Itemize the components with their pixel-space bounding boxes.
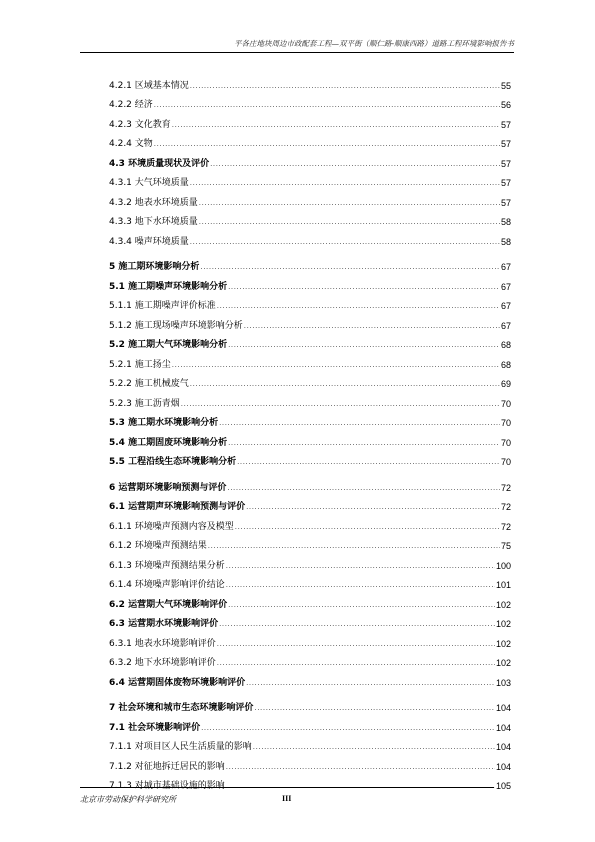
toc-entry-label: 5.1 施工期噪声环境影响分析: [109, 281, 228, 292]
toc-entry[interactable]: [109, 189, 511, 209]
running-header: 平各庄地块周边市政配套工程—双平街（顺仁路-顺康西路）道路工程环境影响报告书: [233, 39, 514, 48]
toc-entry-page: 75: [500, 541, 511, 551]
footer-rule: [80, 787, 494, 788]
toc-entry[interactable]: [109, 254, 511, 274]
toc-entry-page: 70: [500, 437, 511, 448]
toc-entry-page: 104: [495, 761, 511, 772]
toc-entry[interactable]: [109, 371, 511, 391]
toc-entry[interactable]: [109, 351, 511, 371]
page-number: III: [282, 794, 292, 803]
toc-entry[interactable]: [109, 111, 511, 131]
toc-leader: [227, 483, 500, 494]
toc-entry-page: 104: [495, 703, 511, 713]
toc-entry[interactable]: [109, 611, 511, 631]
toc-entry[interactable]: [109, 293, 511, 313]
toc-entry-label: 5.5 工程沿线生态环境影响分析: [109, 457, 237, 467]
toc-entry-label: 7.1.1 对项目区人民生活质量的影响: [109, 742, 252, 752]
toc-leader: [217, 639, 495, 650]
toc-entry-label: 6.1.3 环境噪声预测结果分析: [109, 560, 225, 571]
toc-entry-label: 6.1.1 环境噪声预测内容及模型: [109, 521, 234, 532]
toc-entry-label: 6.2 运营期大气环境影响评价: [109, 599, 228, 610]
toc-entry-label: 7.1.3 对城市基础设施的影响: [109, 781, 225, 791]
toc-entry-page: 72: [500, 521, 511, 532]
toc-entry-label: 4.3.3 地下水环境质量: [109, 217, 198, 227]
toc-entry[interactable]: [109, 714, 511, 734]
toc-entry[interactable]: [109, 630, 511, 650]
footer-organization: 北京市劳动保护科学研究所: [80, 795, 176, 804]
toc-leader: [226, 561, 495, 572]
toc-leader: [199, 217, 500, 228]
toc-entry-page: 58: [500, 217, 511, 227]
toc-entry-label: 5.4 施工期固废环境影响分析: [109, 437, 228, 448]
toc-leader: [172, 360, 500, 371]
toc-entry[interactable]: [109, 72, 511, 92]
toc-entry-page: 102: [495, 619, 511, 629]
toc-leader: [201, 723, 495, 734]
toc-entry[interactable]: [109, 170, 511, 190]
toc-entry[interactable]: [109, 390, 511, 410]
toc-entry[interactable]: [109, 552, 511, 572]
toc-entry-label: 6.3.2 地下水环境影响评价: [109, 658, 216, 668]
toc-entry-label: 4.3.4 噪声环境质量: [109, 236, 189, 247]
toc-entry-label: 6.1 运营期声环境影响预测与评价: [109, 502, 246, 512]
toc-entry-page: 68: [500, 340, 511, 350]
toc-entry-label: 6.3.1 地表水环境影响评价: [109, 638, 216, 649]
toc-entry-page: 57: [500, 178, 511, 188]
toc-entry[interactable]: [109, 92, 511, 112]
toc-entry-page: 58: [500, 236, 511, 247]
toc-entry-page: 57: [500, 139, 511, 149]
toc-entry[interactable]: [109, 209, 511, 229]
toc-entry-page: 57: [500, 197, 511, 208]
toc-entry-label: 5.2.3 施工沥青烟: [109, 398, 180, 409]
toc-entry[interactable]: [109, 150, 511, 170]
toc-entry-page: 67: [500, 281, 511, 292]
toc-leader: [226, 762, 495, 773]
toc-entry-page: 57: [500, 119, 511, 130]
toc-entry[interactable]: [109, 449, 511, 469]
toc-leader: [190, 237, 500, 248]
toc-entry-label: 5.1.2 施工现场噪声环境影响分析: [109, 320, 243, 331]
toc-entry-label: 5.2.1 施工扬尘: [109, 359, 171, 370]
toc-leader: [244, 321, 500, 332]
toc-entry-page: 57: [500, 158, 511, 169]
toc-entry-label: 4.2.3 文化教育: [109, 119, 171, 130]
toc-entry-page: 69: [500, 379, 511, 389]
toc-entry-page: 102: [495, 599, 511, 610]
toc-entry-label: 6.4 运营期固体废物环境影响评价: [109, 677, 246, 688]
toc-leader: [217, 658, 495, 669]
toc-entry-page: 70: [500, 457, 511, 467]
toc-entry-page: 101: [495, 580, 511, 590]
toc-leader: [219, 418, 500, 429]
toc-entry-page: 100: [495, 560, 511, 571]
toc-entry-page: 104: [495, 722, 511, 733]
toc-entry[interactable]: [109, 410, 511, 430]
toc-leader: [228, 438, 500, 449]
toc-leader: [254, 703, 495, 714]
toc-leader: [235, 522, 500, 533]
toc-leader: [172, 120, 500, 131]
toc-entry-label: 7.1.2 对征地拆迁居民的影响: [109, 761, 225, 772]
toc-entry-page: 72: [500, 482, 511, 493]
toc-entry-label: 4.3.2 地表水环境质量: [109, 197, 198, 208]
toc-entry-page: 104: [495, 742, 511, 752]
toc-entry[interactable]: [109, 273, 511, 293]
toc-entry[interactable]: [109, 572, 511, 592]
toc-entry-page: 68: [500, 359, 511, 370]
toc-entry-page: 70: [500, 418, 511, 428]
toc-entry-label: 5.2 施工期大气环境影响分析: [109, 340, 228, 350]
toc-entry[interactable]: [109, 429, 511, 449]
toc-leader: [228, 600, 495, 611]
toc-entry[interactable]: [109, 753, 511, 773]
toc-entry-page: 67: [500, 262, 511, 272]
toc-entry-label: 5 施工期环境影响分析: [109, 262, 200, 272]
toc-entry-label: 6.1.4 环境噪声影响评价结论: [109, 580, 225, 590]
toc-entry-page: 103: [495, 677, 511, 688]
toc-leader: [154, 139, 500, 150]
toc-entry-label: 4.3.1 大气环境质量: [109, 178, 189, 188]
toc-entry-label: 5.3 施工期水环境影响分析: [109, 418, 219, 428]
toc-entry-page: 102: [495, 638, 511, 649]
toc-entry[interactable]: [109, 312, 511, 332]
toc-entry[interactable]: [109, 695, 511, 715]
toc-leader: [154, 100, 500, 111]
toc-entry-page: 55: [500, 80, 511, 91]
toc-leader: [228, 282, 500, 293]
toc-entry-page: 56: [500, 100, 511, 110]
toc-entry-label: 6.1.2 环境噪声预测结果: [109, 541, 207, 551]
toc-entry-label: 7 社会环境和城市生态环境影响评价: [109, 703, 254, 713]
toc-entry[interactable]: [109, 474, 511, 494]
toc-leader: [246, 502, 500, 513]
toc-leader: [228, 340, 500, 351]
toc-entry-label: 4.2.1 区域基本情况: [109, 80, 189, 91]
toc-entry-page: 102: [495, 658, 511, 668]
toc-entry[interactable]: [109, 332, 511, 352]
toc-leader: [190, 81, 500, 92]
toc-leader: [210, 159, 500, 170]
toc-leader: [208, 541, 500, 552]
toc-entry[interactable]: [109, 734, 511, 754]
toc-entry-label: 5.1.1 施工期噪声评价标准: [109, 301, 216, 311]
toc-entry-label: 6 运营期环境影响预测与评价: [109, 482, 227, 493]
toc-entry[interactable]: [109, 131, 511, 151]
toc-entry[interactable]: [109, 591, 511, 611]
toc-entry-page: 70: [500, 398, 511, 409]
toc-leader: [253, 742, 495, 753]
toc-entry-label: 4.3 环境质量现状及评价: [109, 158, 210, 169]
toc-entry[interactable]: [109, 228, 511, 248]
toc-entry[interactable]: [109, 650, 511, 670]
toc-entry-label: 5.2.2 施工机械废气: [109, 379, 189, 389]
toc-leader: [237, 457, 500, 468]
toc-leader: [219, 619, 495, 630]
toc-leader: [199, 198, 500, 209]
toc-entry-label: 7.1 社会环境影响评价: [109, 722, 201, 733]
toc-entry[interactable]: [109, 533, 511, 553]
toc-leader: [181, 399, 500, 410]
toc-entry-page: 67: [500, 301, 511, 311]
toc-leader: [226, 580, 495, 591]
toc-entry[interactable]: [109, 773, 511, 793]
toc-entry-page: 105: [495, 781, 511, 791]
toc-leader: [246, 678, 495, 689]
toc-leader: [190, 379, 500, 390]
toc-entry-page: 67: [500, 320, 511, 331]
toc-entry-label: 6.3 运营期水环境影响评价: [109, 619, 219, 629]
toc-entry[interactable]: [109, 513, 511, 533]
toc-leader: [190, 178, 500, 189]
toc-entry-label: 4.2.2 经济: [109, 100, 153, 110]
toc-entry[interactable]: [109, 669, 511, 689]
toc-entry[interactable]: [109, 494, 511, 514]
toc-leader: [200, 262, 500, 273]
toc-entry-page: 72: [500, 502, 511, 512]
header-rule: [80, 52, 514, 53]
table-of-contents: [109, 72, 511, 792]
toc-leader: [217, 301, 500, 312]
toc-entry-label: 4.2.4 文物: [109, 139, 153, 149]
